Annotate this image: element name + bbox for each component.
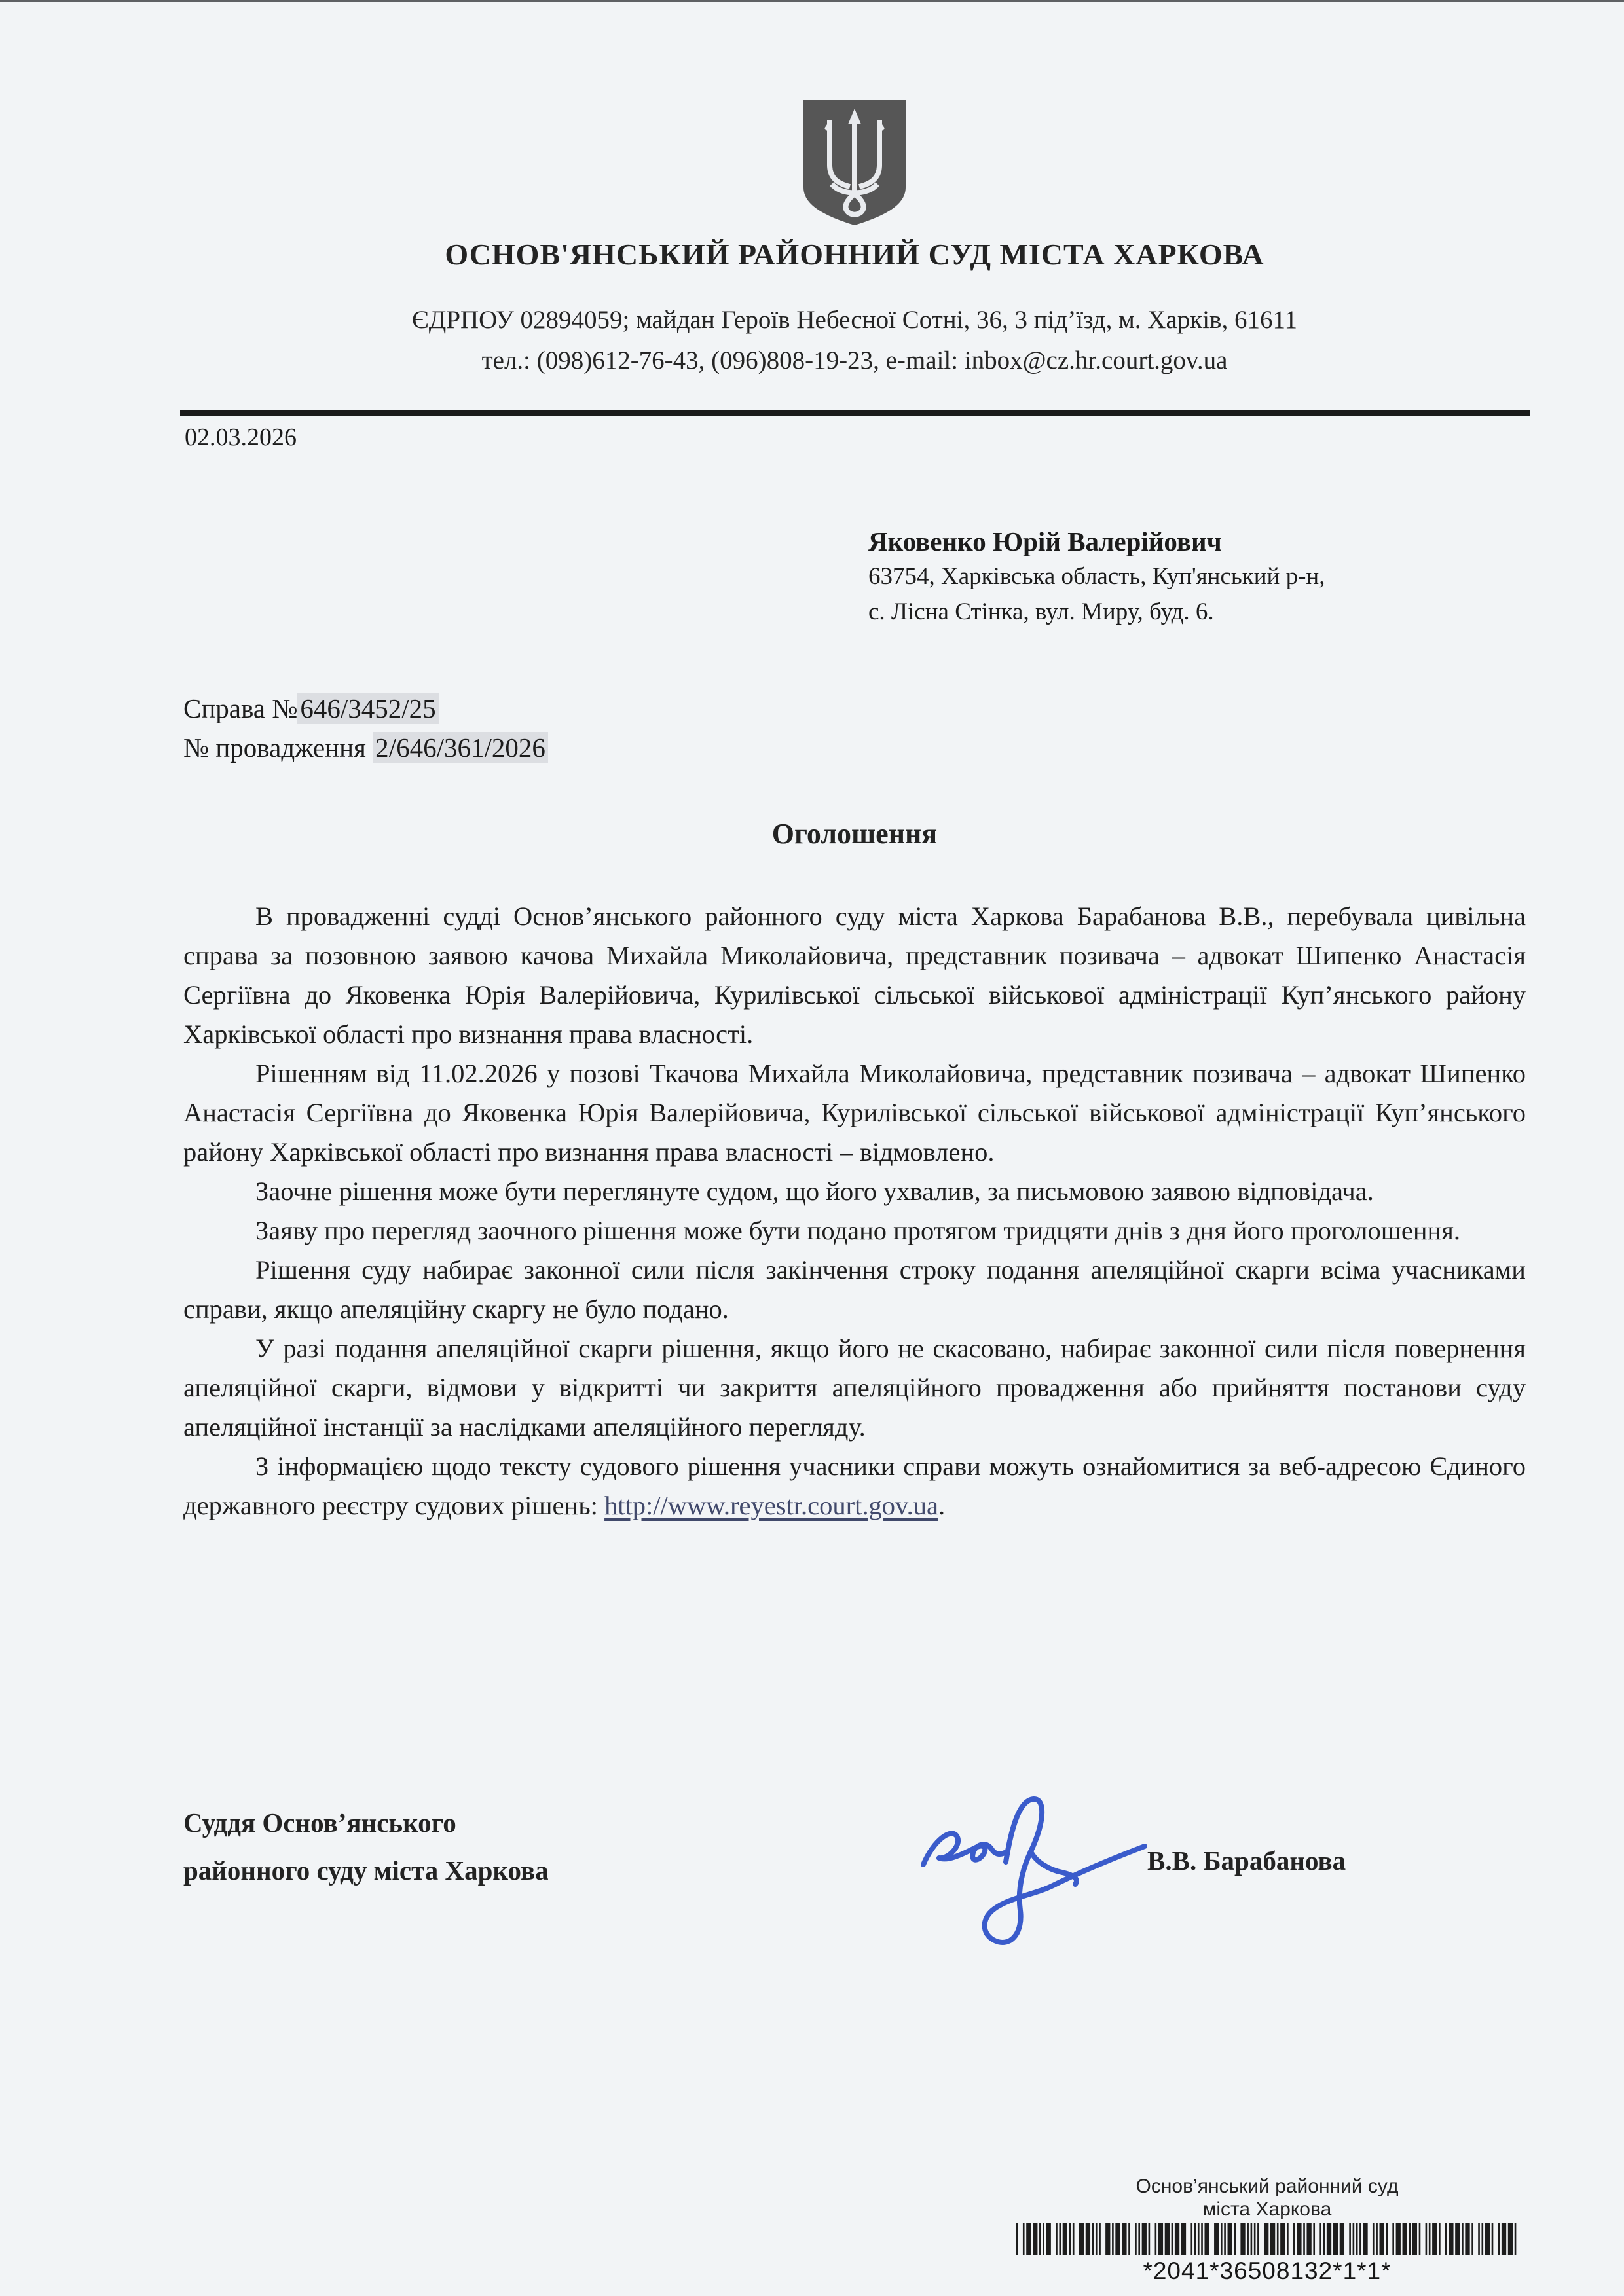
proceeding-number-label: № провадження xyxy=(183,733,373,763)
paragraph-appeal: У разі подання апеляційної скарги рішення, якщо його не скасовано, набирає законної сили після повернення апеляційної скарги, відмови у відкритті чи закриття апеляційного провадження або прийняття постанови суду апеляційної інстанції за наслідками апеляційного перегляду. xyxy=(183,1334,1526,1442)
ukraine-trident-emblem xyxy=(796,97,913,228)
case-number-value: 646/3452/25 xyxy=(297,693,438,724)
paragraph-decision: Рішенням від 11.02.2026 у позові Ткачова Михайла Миколайовича, представник позивача – адвокат Шипенко Анастасія Сергіївна до Яковенка Юрія Валерійовича, Курилівської сільської військової адміністрації Куп’янського району Харківської області про визнання права власності – відмовлено. xyxy=(183,1059,1526,1167)
judge-title-line1: Суддя Основ’янського xyxy=(183,1808,456,1838)
paragraph-review-term: Заяву про перегляд заочного рішення може бути подано протягом тридцяти днів з дня його проголошення. xyxy=(255,1216,1460,1245)
recipient-address-line2: с. Лісна Стінка, вул. Миру, буд. 6. xyxy=(868,598,1214,625)
case-number-line xyxy=(183,689,548,728)
footer-barcode-block xyxy=(1012,2175,1522,2282)
judge-title-block xyxy=(183,1799,549,1895)
recipient-address-line1: 63754, Харківська область, Куп'янський р-н, xyxy=(868,563,1325,590)
paragraph-case-pending: В провадженні судді Основ’янського районного суду міста Харкова Барабанова В.В., перебувала цивільна справа за позовною заявою качова Михайла Миколайовича, представник позивача – адвокат Шипенко Анастасія Сергіївна до Яковенка Юрія Валерійовича, Курилівської сільської військової адміністрації Куп’янського району Харківської області про визнання права власності. xyxy=(183,902,1526,1049)
document-date: 02.03.2026 xyxy=(185,424,297,451)
barcode xyxy=(1016,2223,1518,2255)
judge-handwritten-signature xyxy=(914,1766,1176,1969)
proceeding-number-value: 2/646/361/2026 xyxy=(373,732,548,763)
court-name-heading: ОСНОВ'ЯНСЬКИЙ РАЙОННИЙ СУД МІСТА ХАРКОВА xyxy=(445,238,1264,271)
court-address-line: ЄДРПОУ 02894059; майдан Героїв Небесної Сотні, 36, 3 під’їзд, м. Харків, 61611 xyxy=(411,306,1298,334)
footer-court-line2: міста Харкова xyxy=(1202,2198,1332,2220)
recipient-name: Яковенко Юрій Валерійович xyxy=(868,526,1222,556)
case-numbers-block xyxy=(183,689,548,767)
barcode-text: *2041*36508132*1*1* xyxy=(1143,2257,1392,2284)
header-divider xyxy=(180,410,1530,416)
registry-text: З інформацією щодо тексту судового рішення учасники справи можуть ознайомитися за веб-адресою Єдиного державного реєстру судових рішень: xyxy=(183,1451,1526,1520)
footer-court-line1: Основ’янський районний суд xyxy=(1135,2176,1399,2197)
scan-edge-artifact xyxy=(0,0,1624,2)
paragraph-legal-force: Рішення суду набирає законної сили після закінчення строку подання апеляційної скарги всіма учасниками справи, якщо апеляційну скаргу не було подано. xyxy=(183,1255,1526,1324)
court-contacts-line: тел.: (098)612-76-43, (096)808-19-23, e-mail: inbox@cz.hr.court.gov.ua xyxy=(481,346,1228,374)
announcement-body xyxy=(183,897,1526,1525)
recipient-block xyxy=(868,524,1325,630)
announcement-title: Оголошення xyxy=(771,818,938,850)
paragraph-registry xyxy=(183,1447,1526,1525)
proceeding-number-line xyxy=(183,728,548,767)
registry-text-period: . xyxy=(938,1491,946,1520)
paragraph-default-review: Заочне рішення може бути переглянуте судом, що його ухвалив, за письмовою заявою відповідача. xyxy=(255,1176,1374,1206)
judge-title-line2: районного суду міста Харкова xyxy=(183,1855,549,1886)
court-registry-link[interactable]: http://www.reyestr.court.gov.ua xyxy=(604,1491,938,1520)
judge-name: В.В. Барабанова xyxy=(1147,1846,1346,1876)
case-number-label: Справа № xyxy=(183,693,298,723)
